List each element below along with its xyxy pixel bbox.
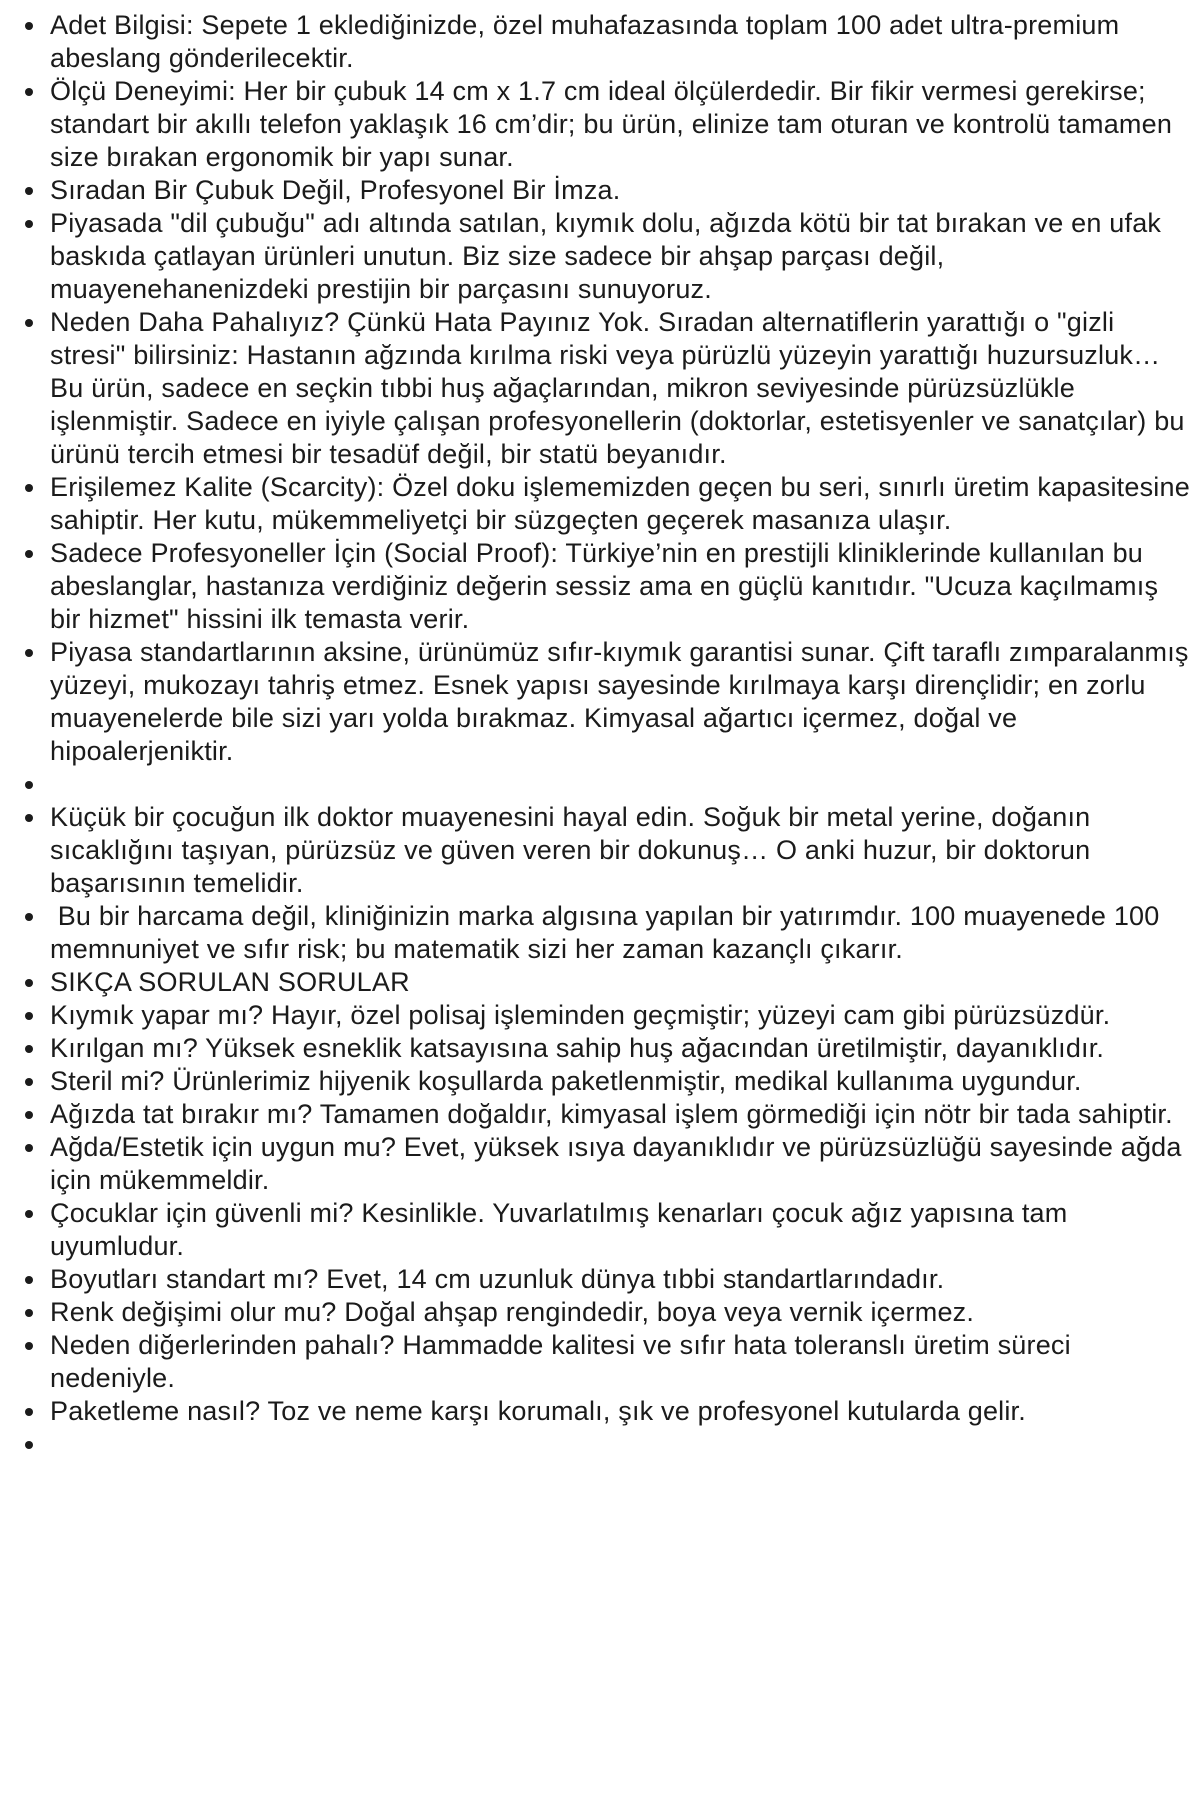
list-item: • Sıradan Bir Çubuk Değil, Profesyonel Bir İmza.	[48, 174, 1190, 207]
list-item: • Erişilemez Kalite (Scarcity): Özel doku işlememizden geçen bu seri, sınırlı üretim kapasitesine sahiptir. Her kutu, mükemmeliyetçi bir süzgeçten geçerek masanıza ulaşır.	[48, 471, 1190, 537]
list-item: • Ağda/Estetik için uygun mu? Evet, yüksek ısıya dayanıklıdır ve pürüzsüzlüğü sayesinde ağda için mükemmeldir.	[48, 1131, 1190, 1197]
list-item: • Sadece Profesyoneller İçin (Social Proof): Türkiye’nin en prestijli kliniklerinde kullanılan bu abeslanglar, hastanıza verdiğiniz değerin sessiz ama en güçlü kanıtıdır. "Ucuza kaçılmamış bir hizmet" hissini ilk temasta verir.	[48, 537, 1190, 636]
list-item-faq-heading: • SIKÇA SORULAN SORULAR	[48, 966, 1190, 999]
list-item: • Küçük bir çocuğun ilk doktor muayenesini hayal edin. Soğuk bir metal yerine, doğanın sıcaklığını taşıyan, pürüzsüz ve güven veren bir dokunuş… O anki huzur, bir doktorun başarısının temelidir.	[48, 801, 1190, 900]
list-item: • Neden Daha Pahalıyız? Çünkü Hata Payınız Yok. Sıradan alternatiflerin yarattığı o "gizli stresi" bilirsiniz: Hastanın ağzında kırılma riski veya pürüzlü yüzeyin yarattığı huzursuzluk… Bu ürün, sadece en seçkin tıbbi huş ağaçlarından, mikron seviyesinde pürüzsüzlükle işlenmiştir. Sadece en iyiyle çalışan profesyonellerin (doktorlar, estetisyenler ve sanatçılar) bu ürünü tercih etmesi bir tesadüf değil, bir statü beyanıdır.	[48, 306, 1190, 471]
list-item: • Paketleme nasıl? Toz ve neme karşı korumalı, şık ve profesyonel kutularda gelir.	[48, 1395, 1190, 1428]
list-item-empty	[48, 1428, 1190, 1461]
list-item-empty	[48, 768, 1190, 801]
list-item: • Kıymık yapar mı? Hayır, özel polisaj işleminden geçmiştir; yüzeyi cam gibi pürüzsüzdür.	[48, 999, 1190, 1032]
list-item: • Adet Bilgisi: Sepete 1 eklediğinizde, özel muhafazasında toplam 100 adet ultra-premium abeslang gönderilecektir.	[48, 9, 1190, 75]
list-item: • Boyutları standart mı? Evet, 14 cm uzunluk dünya tıbbi standartlarındadır.	[48, 1263, 1190, 1296]
list-item: • Steril mi? Ürünlerimiz hijyenik koşullarda paketlenmiştir, medikal kullanıma uygundur.	[48, 1065, 1190, 1098]
list-item: • Kırılgan mı? Yüksek esneklik katsayısına sahip huş ağacından üretilmiştir, dayanıklıdır.	[48, 1032, 1190, 1065]
list-item: • Çocuklar için güvenli mi? Kesinlikle. Yuvarlatılmış kenarları çocuk ağız yapısına tam uyumludur.	[48, 1197, 1190, 1263]
list-item: • Ağızda tat bırakır mı? Tamamen doğaldır, kimyasal işlem görmediği için nötr bir tada sahiptir.	[48, 1098, 1190, 1131]
list-item: • Ölçü Deneyimi: Her bir çubuk 14 cm x 1.7 cm ideal ölçülerdedir. Bir fikir vermesi gerekirse; standart bir akıllı telefon yaklaşık 16 cm’dir; bu ürün, elinize tam oturan ve kontrolü tamamen size bırakan ergonomik bir yapı sunar.	[48, 75, 1190, 174]
list-item: • Piyasa standartlarının aksine, ürünümüz sıfır-kıymık garantisi sunar. Çift taraflı zımparalanmış yüzeyi, mukozayı tahriş etmez. Esnek yapısı sayesinde kırılmaya karşı dirençlidir; en zorlu muayenelerde bile sizi yarı yolda bırakmaz. Kimyasal ağartıcı içermez, doğal ve hipoalerjeniktir.	[48, 636, 1190, 768]
list-item: • Bu bir harcama değil, kliniğinizin marka algısına yapılan bir yatırımdır. 100 muayenede 100 memnuniyet ve sıfır risk; bu matematik sizi her zaman kazançlı çıkarır.	[48, 900, 1190, 966]
list-item: • Piyasada "dil çubuğu" adı altında satılan, kıymık dolu, ağızda kötü bir tat bırakan ve en ufak baskıda çatlayan ürünleri unutun. Biz size sadece bir ahşap parçası değil, muayenehanenizdeki prestijin bir parçasını sunuyoruz.	[48, 207, 1190, 306]
list-item: • Neden diğerlerinden pahalı? Hammadde kalitesi ve sıfır hata toleranslı üretim süreci nedeniyle.	[48, 1329, 1190, 1395]
list-item: • Renk değişimi olur mu? Doğal ahşap rengindedir, boya veya vernik içermez.	[48, 1296, 1190, 1329]
